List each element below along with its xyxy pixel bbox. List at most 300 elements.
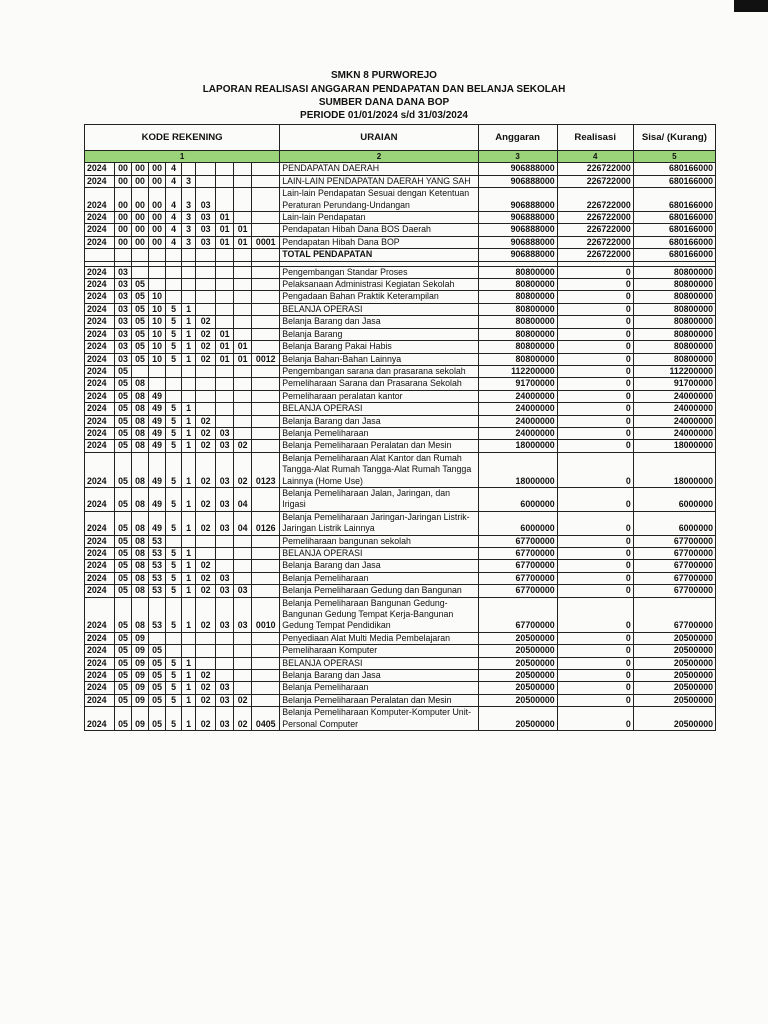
code-segment-7: 02 [196,694,216,706]
code-segment-4: 05 [149,707,166,731]
realisasi-cell: 0 [557,572,633,584]
realisasi-cell: 0 [557,707,633,731]
code-segment-10 [252,440,280,452]
code-segment-2: 03 [115,316,132,328]
code-segment-9 [234,303,252,315]
code-segment-2: 03 [115,291,132,303]
code-segment-9: 02 [234,440,252,452]
code-segment-7: 02 [196,328,216,340]
code-segment-9 [234,535,252,547]
code-segment-5: 5 [166,440,182,452]
code-segment-5: 5 [166,353,182,365]
anggaran-cell: 20500000 [478,682,557,694]
table-row [85,597,716,632]
code-segment-9 [234,316,252,328]
code-segment-8 [216,365,234,377]
code-segment-5: 5 [166,415,182,427]
code-segment-2: 05 [115,560,132,572]
sisa-cell: 18000000 [633,440,715,452]
uraian-cell: Pendapatan Hibah Dana BOS Daerah [280,224,478,236]
sisa-cell: 24000000 [633,415,715,427]
table-row [85,390,716,402]
code-segment-4: 00 [149,175,166,187]
code-segment-10 [252,390,280,402]
table-row [85,279,716,291]
code-segment-7 [196,632,216,644]
table-row [85,188,716,212]
code-segment-9: 03 [234,597,252,632]
code-segment-3: 05 [132,328,149,340]
code-segment-2: 05 [115,707,132,731]
code-segment-10 [252,427,280,439]
code-segment-3: 09 [132,670,149,682]
code-segment-3: 08 [132,585,149,597]
code-segment-3 [132,365,149,377]
sisa-cell: 6000000 [633,487,715,511]
code-segment-10 [252,303,280,315]
code-segment-5: 4 [166,212,182,224]
uraian-cell: BELANJA OPERASI [280,303,478,315]
code-segment-8 [216,403,234,415]
anggaran-cell: 80800000 [478,266,557,278]
code-segment-3: 08 [132,511,149,535]
code-segment-6: 1 [182,548,196,560]
code-segment-7: 03 [196,188,216,212]
code-segment-5: 5 [166,316,182,328]
realisasi-cell: 226722000 [557,249,633,261]
code-segment-5: 4 [166,224,182,236]
code-segment-2: 05 [115,452,132,487]
code-segment-2: 05 [115,403,132,415]
table-row [85,487,716,511]
code-segment-6: 1 [182,707,196,731]
code-segment-9 [234,163,252,175]
code-segment-9: 02 [234,452,252,487]
code-segment-4: 00 [149,236,166,248]
uraian-cell: Belanja Barang dan Jasa [280,670,478,682]
code-segment-5: 5 [166,548,182,560]
column-number-4: 4 [557,151,633,163]
sisa-cell: 18000000 [633,452,715,487]
code-segment-1: 2024 [85,597,115,632]
uraian-cell: Lain-lain Pendapatan [280,212,478,224]
code-segment-2: 05 [115,572,132,584]
code-segment-9 [234,328,252,340]
code-segment-7 [196,378,216,390]
realisasi-cell: 226722000 [557,236,633,248]
uraian-cell: Pengadaan Bahan Praktik Keterampilan [280,291,478,303]
anggaran-cell: 67700000 [478,585,557,597]
code-segment-7: 02 [196,316,216,328]
code-segment-7 [196,548,216,560]
uraian-cell: Belanja Barang dan Jasa [280,560,478,572]
code-segment-6: 1 [182,511,196,535]
code-segment-10: 0012 [252,353,280,365]
uraian-cell: Belanja Pemeliharaan Jaringan-Jaringan Listrik-Jaringan Listrik Lainnya [280,511,478,535]
code-segment-3: 08 [132,390,149,402]
code-segment-4: 10 [149,328,166,340]
uraian-cell: Belanja Barang [280,328,478,340]
code-segment-7 [196,175,216,187]
sisa-cell: 680166000 [633,212,715,224]
code-segment-8 [216,632,234,644]
code-segment-10 [252,403,280,415]
code-segment-1: 2024 [85,365,115,377]
anggaran-cell: 80800000 [478,291,557,303]
code-segment-6 [182,378,196,390]
code-segment-5 [166,365,182,377]
code-segment-8 [216,415,234,427]
anggaran-cell: 20500000 [478,670,557,682]
realisasi-cell: 0 [557,279,633,291]
code-segment-10 [252,212,280,224]
table-row [85,440,716,452]
code-segment-5: 5 [166,694,182,706]
code-segment-8 [216,188,234,212]
code-segment-8 [216,390,234,402]
sisa-cell: 80800000 [633,316,715,328]
code-segment-1: 2024 [85,403,115,415]
realisasi-cell: 0 [557,328,633,340]
anggaran-cell: 80800000 [478,353,557,365]
code-segment-5: 5 [166,511,182,535]
header-anggaran: Anggaran [478,125,557,151]
code-segment-8 [216,175,234,187]
code-segment-1: 2024 [85,585,115,597]
anggaran-cell: 906888000 [478,163,557,175]
anggaran-cell: 24000000 [478,415,557,427]
code-segment-2: 05 [115,694,132,706]
code-segment-9 [234,188,252,212]
realisasi-cell: 0 [557,560,633,572]
code-segment-10 [252,341,280,353]
code-segment-4: 10 [149,303,166,315]
sisa-cell: 24000000 [633,390,715,402]
code-segment-6 [182,365,196,377]
sisa-cell: 67700000 [633,597,715,632]
code-segment-1: 2024 [85,316,115,328]
code-segment-9: 02 [234,707,252,731]
table-row [85,560,716,572]
realisasi-cell: 0 [557,341,633,353]
anggaran-cell: 20500000 [478,645,557,657]
code-segment-4: 00 [149,224,166,236]
realisasi-cell: 0 [557,535,633,547]
code-segment-4: 05 [149,645,166,657]
code-segment-9 [234,548,252,560]
code-segment-3: 00 [132,163,149,175]
table-row [85,175,716,187]
code-segment-6: 1 [182,682,196,694]
sisa-cell: 680166000 [633,224,715,236]
code-segment-10 [252,328,280,340]
code-segment-7: 03 [196,224,216,236]
code-segment-5: 5 [166,682,182,694]
code-segment-8: 01 [216,224,234,236]
header-realisasi: Realisasi [557,125,633,151]
code-segment-9 [234,682,252,694]
code-segment-3: 05 [132,341,149,353]
code-segment-4: 05 [149,670,166,682]
code-segment-10 [252,224,280,236]
code-segment-9 [234,291,252,303]
sisa-cell: 680166000 [633,188,715,212]
code-segment-8 [216,316,234,328]
code-segment-10 [252,645,280,657]
code-segment-3: 05 [132,291,149,303]
code-segment-9 [234,415,252,427]
anggaran-cell: 112200000 [478,365,557,377]
code-segment-2: 00 [115,163,132,175]
code-segment-6: 3 [182,188,196,212]
uraian-cell: Pelaksanaan Administrasi Kegiatan Sekolah [280,279,478,291]
code-segment-10 [252,535,280,547]
code-segment-5 [166,390,182,402]
code-segment-2: 05 [115,365,132,377]
code-segment-6 [182,645,196,657]
code-segment-6 [182,266,196,278]
code-segment-3: 00 [132,188,149,212]
realisasi-cell: 0 [557,694,633,706]
realisasi-cell: 0 [557,378,633,390]
table-row [85,303,716,315]
code-segment-10 [252,175,280,187]
code-segment-2: 05 [115,645,132,657]
code-segment-4: 10 [149,291,166,303]
uraian-cell: Pengembangan Standar Proses [280,266,478,278]
code-segment-9 [234,670,252,682]
code-segment-10 [252,188,280,212]
code-segment-10: 0010 [252,597,280,632]
code-segment-4: 00 [149,188,166,212]
sisa-cell: 24000000 [633,403,715,415]
code-segment-3: 09 [132,694,149,706]
code-segment-9: 01 [234,341,252,353]
code-segment-8: 03 [216,597,234,632]
code-segment-2: 05 [115,670,132,682]
realisasi-cell: 0 [557,682,633,694]
code-segment-4: 10 [149,341,166,353]
uraian-cell: Belanja Barang Pakai Habis [280,341,478,353]
code-segment-2: 05 [115,535,132,547]
table-row [85,236,716,248]
code-segment-6: 1 [182,572,196,584]
code-segment-1: 2024 [85,572,115,584]
header-uraian: URAIAN [280,125,478,151]
code-segment-4: 53 [149,572,166,584]
code-segment-8 [216,163,234,175]
code-segment-3 [132,266,149,278]
realisasi-cell: 0 [557,303,633,315]
code-segment-3: 08 [132,378,149,390]
code-segment-9 [234,560,252,572]
code-segment-4 [149,279,166,291]
code-segment-1: 2024 [85,487,115,511]
code-segment-10 [252,585,280,597]
anggaran-cell: 906888000 [478,188,557,212]
code-segment-3: 08 [132,597,149,632]
uraian-cell: TOTAL PENDAPATAN [280,249,478,261]
code-segment-4: 10 [149,353,166,365]
realisasi-cell: 0 [557,645,633,657]
anggaran-cell: 24000000 [478,390,557,402]
realisasi-cell: 0 [557,548,633,560]
code-segment-7 [196,163,216,175]
uraian-cell: Belanja Pemeliharaan [280,682,478,694]
code-segment-7: 02 [196,682,216,694]
code-segment-2: 05 [115,440,132,452]
anggaran-cell: 80800000 [478,279,557,291]
sisa-cell: 6000000 [633,511,715,535]
code-segment-8 [216,266,234,278]
code-segment-7 [196,303,216,315]
code-segment-5: 4 [166,163,182,175]
anggaran-cell: 24000000 [478,403,557,415]
column-number-5: 5 [633,151,715,163]
code-segment-4 [149,266,166,278]
realisasi-cell: 0 [557,670,633,682]
column-number-2: 2 [280,151,478,163]
code-segment-1: 2024 [85,212,115,224]
code-segment-8: 03 [216,572,234,584]
code-segment-6: 1 [182,585,196,597]
code-segment-8: 01 [216,236,234,248]
code-segment-3: 08 [132,535,149,547]
code-segment-5: 5 [166,560,182,572]
code-segment-4: 05 [149,657,166,669]
code-segment-8 [216,378,234,390]
table-row [85,548,716,560]
code-segment-6: 1 [182,303,196,315]
code-segment-1: 2024 [85,341,115,353]
code-segment-9 [234,279,252,291]
realisasi-cell: 0 [557,427,633,439]
uraian-cell: Pendapatan Hibah Dana BOP [280,236,478,248]
uraian-cell: Pemeliharaan Sarana dan Prasarana Sekolah [280,378,478,390]
code-segment-6 [182,632,196,644]
code-segment-5: 5 [166,403,182,415]
code-segment-6: 3 [182,224,196,236]
sisa-cell: 20500000 [633,657,715,669]
report-title: LAPORAN REALISASI ANGGARAN PENDAPATAN DAN BELANJA SEKOLAH [202,84,566,95]
sisa-cell: 80800000 [633,266,715,278]
code-segment-7: 02 [196,415,216,427]
code-segment-4 [149,632,166,644]
code-segment-8 [216,279,234,291]
sisa-cell: 67700000 [633,535,715,547]
table-row [85,572,716,584]
code-segment-8: 03 [216,440,234,452]
sisa-cell: 67700000 [633,585,715,597]
code-segment-1: 2024 [85,291,115,303]
code-segment-4: 53 [149,560,166,572]
code-segment-6: 1 [182,440,196,452]
school-name: SMKN 8 PURWOREJO [331,70,437,81]
code-segment-5 [166,266,182,278]
code-segment-10 [252,279,280,291]
code-segment-2: 05 [115,657,132,669]
uraian-cell: Belanja Pemeliharaan Peralatan dan Mesin [280,440,478,452]
code-segment-1: 2024 [85,188,115,212]
table-row [85,645,716,657]
code-segment-7 [196,403,216,415]
code-segment-2: 05 [115,487,132,511]
code-segment-4: 49 [149,452,166,487]
code-segment-9: 04 [234,487,252,511]
code-segment-2: 03 [115,353,132,365]
code-segment-1: 2024 [85,415,115,427]
code-segment-8: 01 [216,212,234,224]
table-row [85,328,716,340]
anggaran-cell: 80800000 [478,303,557,315]
sisa-cell: 67700000 [633,548,715,560]
code-segment-2: 00 [115,236,132,248]
code-segment-3: 09 [132,682,149,694]
code-segment-7: 02 [196,440,216,452]
code-segment-1: 2024 [85,645,115,657]
realisasi-cell: 0 [557,487,633,511]
code-segment-10 [252,266,280,278]
anggaran-cell: 67700000 [478,560,557,572]
code-segment-8: 03 [216,694,234,706]
sisa-cell: 24000000 [633,427,715,439]
code-segment-3: 05 [132,353,149,365]
table-row [85,224,716,236]
code-segment-7: 02 [196,487,216,511]
anggaran-cell: 80800000 [478,341,557,353]
table-row [85,266,716,278]
code-segment-10: 0123 [252,452,280,487]
code-segment-1: 2024 [85,657,115,669]
code-segment-7: 02 [196,670,216,682]
code-segment-8 [216,657,234,669]
sisa-cell: 680166000 [633,236,715,248]
code-segment-2: 00 [115,212,132,224]
anggaran-cell: 67700000 [478,572,557,584]
code-segment-1: 2024 [85,303,115,315]
code-segment-6: 1 [182,597,196,632]
code-segment-4: 00 [149,163,166,175]
code-segment-8 [216,670,234,682]
code-segment-3: 05 [132,303,149,315]
sisa-cell: 80800000 [633,291,715,303]
code-segment-10 [252,682,280,694]
uraian-cell: Pemeliharaan bangunan sekolah [280,535,478,547]
code-segment-3 [132,249,149,261]
uraian-cell: Belanja Pemeliharaan Alat Kantor dan Rumah Tangga-Alat Rumah Tangga-Alat Rumah Tangga Lainnya (Home Use) [280,452,478,487]
uraian-cell: Penyediaan Alat Multi Media Pembelajaran [280,632,478,644]
uraian-cell: PENDAPATAN DAERAH [280,163,478,175]
code-segment-6 [182,163,196,175]
table-row [85,353,716,365]
uraian-cell: BELANJA OPERASI [280,403,478,415]
code-segment-4: 10 [149,316,166,328]
code-segment-5: 5 [166,597,182,632]
realisasi-cell: 226722000 [557,212,633,224]
code-segment-5 [166,291,182,303]
code-segment-7: 02 [196,341,216,353]
code-segment-1: 2024 [85,353,115,365]
code-segment-5: 5 [166,585,182,597]
code-segment-2: 05 [115,511,132,535]
code-segment-2: 05 [115,415,132,427]
code-segment-9: 01 [234,236,252,248]
code-segment-5: 5 [166,657,182,669]
code-segment-7 [196,365,216,377]
code-segment-1: 2024 [85,163,115,175]
realisasi-cell: 0 [557,440,633,452]
realisasi-cell: 0 [557,657,633,669]
